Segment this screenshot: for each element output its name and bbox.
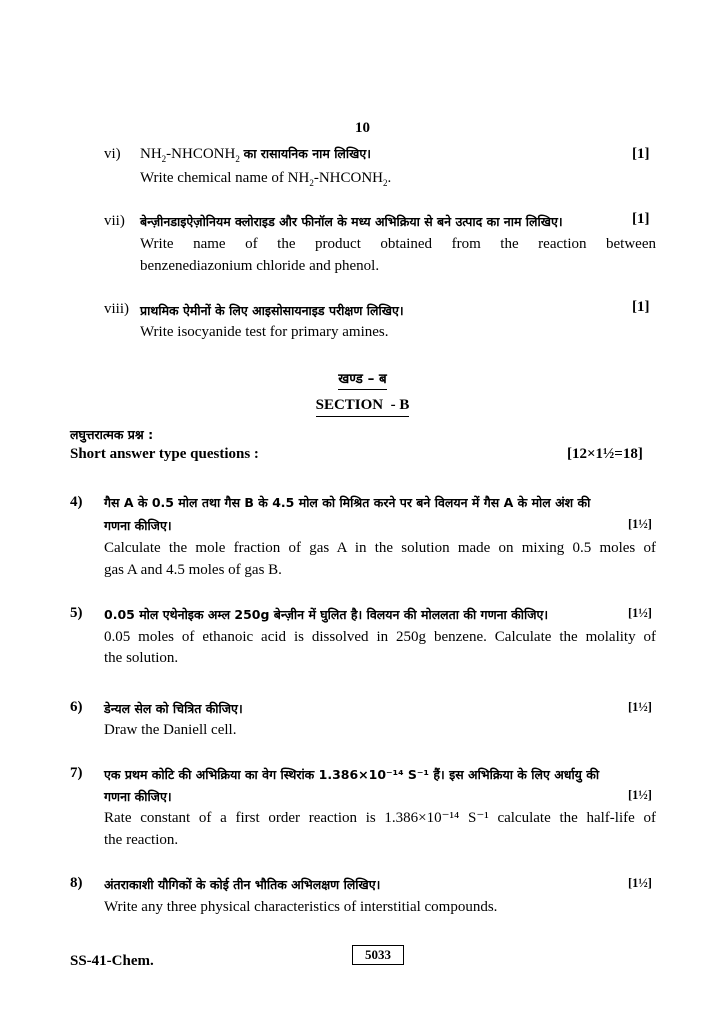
question-hindi-line: 0.05 मोल एथेनोइक अम्ल 250g बेन्ज़ीन में घुलित है। विलयन की मोललता की गणना कीजिए। [104, 607, 549, 622]
question-number: 4) [70, 494, 83, 510]
question-english-line: gas A and 4.5 moles of gas B. [104, 562, 282, 578]
question-number: 5) [70, 605, 83, 621]
question-number: 6) [70, 699, 83, 715]
question-english: Write chemical name of $NH_2-NHCONH_2$. [140, 170, 392, 188]
question-hindi: $NH_2-NHCONH_2$ का रासायनिक नाम लिखिए। [140, 146, 372, 164]
question-english-line: the solution. [104, 650, 179, 666]
question-marks: [1] [632, 211, 650, 227]
question-english-line: benzenediazonium chloride and phenol. [140, 258, 380, 274]
question-english: Write isocyanide test for primary amines. [140, 324, 389, 340]
section-subtitle: Short answer type questions : [70, 446, 259, 462]
question-hindi: बेन्ज़ीनडाइऐज़ोनियम क्लोराइड और फीनॉल के मध्य अभिक्रिया से बने उत्पाद का नाम लिखिए। [140, 214, 563, 229]
question-hindi-line: गणना कीजिए। [104, 789, 172, 804]
page-number: 10 [355, 120, 370, 136]
question-marks: [1½] [628, 700, 652, 714]
question-number: 8) [70, 875, 83, 891]
question-number: 7) [70, 765, 83, 781]
question-hindi-line: गणना कीजिए। [104, 518, 172, 533]
section-total-marks: [12×1½=18] [567, 446, 643, 462]
question-english-line: Write name of the product obtained from the reaction between [140, 236, 656, 252]
question-english-line: Write any three physical characteristics of interstitial compounds. [104, 899, 498, 915]
question-hindi-line: डेन्यल सेल को चित्रित कीजिए। [104, 701, 243, 716]
question-number: vii) [104, 213, 125, 229]
question-marks: [1½] [628, 788, 652, 802]
question-marks: [1½] [628, 606, 652, 620]
question-english-line: Rate constant of a first order reaction is 1.386×10⁻¹⁴ S⁻¹ calculate the half-life of [104, 810, 656, 826]
footer-box-number: 5033 [352, 945, 404, 965]
question-marks: [1½] [628, 876, 652, 890]
question-marks: [1½] [628, 517, 652, 531]
question-number: viii) [104, 301, 129, 317]
section-hindi-subtitle: लघुत्तरात्मक प्रश्न : [70, 427, 154, 442]
question-hindi-line: गैस A के 0.5 मोल तथा गैस B के 4.5 मोल को मिश्रित करने पर बने विलयन में गैस A के मोल अंश की [104, 495, 591, 510]
section-hindi-title: खण्ड – ब [0, 369, 725, 388]
question-hindi-line: अंतराकाशी यौगिकों के कोई तीन भौतिक अभिलक्षण लिखिए। [104, 877, 381, 892]
footer-code: SS-41-Chem. [70, 953, 154, 969]
question-english-line: Calculate the mole fraction of gas A in the solution made on mixing 0.5 moles of [104, 540, 656, 556]
section-title: SECTION - B [0, 396, 725, 414]
question-english-line: 0.05 moles of ethanoic acid is dissolved in 250g benzene. Calculate the molality of [104, 629, 656, 645]
question-number: vi) [104, 146, 121, 162]
question-marks: [1] [632, 299, 650, 315]
question-english-line: Draw the Daniell cell. [104, 722, 237, 738]
question-english-line: the reaction. [104, 832, 179, 848]
question-hindi: प्राथमिक ऐमीनों के लिए आइसोसायनाइड परीक्षण लिखिए। [140, 303, 404, 318]
question-hindi-line: एक प्रथम कोटि की अभिक्रिया का वेग स्थिरांक 1.386×10⁻¹⁴ S⁻¹ हैं। इस अभिक्रिया के लिए अर्धायु की [104, 767, 600, 782]
question-marks: [1] [632, 146, 650, 162]
